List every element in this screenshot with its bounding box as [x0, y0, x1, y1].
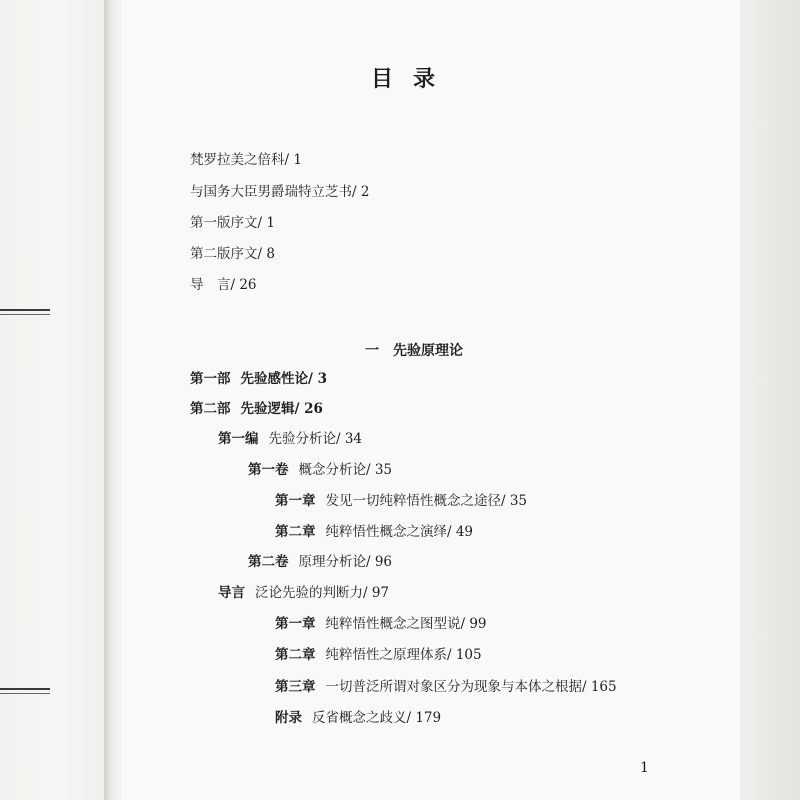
left-facing-page	[0, 0, 104, 800]
toc-entry-second-preface: 第二版序文/ 8	[190, 246, 275, 262]
toc-entry-book: 第二卷 原理分析论/ 96	[248, 554, 393, 570]
toc-entry-appendix: 附录 反省概念之歧义/ 179	[275, 710, 442, 726]
toc-entry-part: 第一部 先验感性论/ 3	[190, 371, 328, 387]
left-page-rule	[0, 688, 50, 690]
toc-entry-division: 第一编 先验分析论/ 34	[218, 431, 363, 447]
book-gutter	[104, 0, 122, 800]
part-heading: 一 先验原理论	[365, 343, 463, 359]
page-title: 目录	[371, 67, 456, 92]
right-page-edge	[740, 0, 800, 800]
toc-entry-chapter: 第二章 纯粹悟性概念之演绎/ 49	[275, 524, 474, 540]
toc-entry-book: 第一卷 概念分析论/ 35	[248, 462, 393, 478]
toc-entry-dedication: 梵罗拉美之倍科/ 1	[190, 152, 302, 168]
toc-entry-chapter: 第二章 纯粹悟性之原理体系/ 105	[275, 647, 482, 663]
toc-entry-letter: 与国务大臣男爵瑞特立芝书/ 2	[190, 184, 370, 200]
toc-entry-chapter: 第三章 一切普泛所谓对象区分为现象与本体之根据/ 165	[275, 679, 617, 695]
page-number: 1	[640, 760, 649, 776]
toc-entry-part: 第二部 先验逻辑/ 26	[190, 401, 323, 417]
toc-entry-introduction: 导 言/ 26	[190, 277, 257, 293]
toc-entry-introduction-section: 导言 泛论先验的判断力/ 97	[218, 585, 390, 601]
toc-entry-chapter: 第一章 纯粹悟性概念之图型说/ 99	[275, 616, 487, 632]
left-page-rule	[0, 314, 50, 315]
left-page-rule	[0, 693, 50, 694]
left-page-rule	[0, 309, 50, 311]
toc-entry-first-preface: 第一版序文/ 1	[190, 215, 275, 231]
toc-entry-chapter: 第一章 发见一切纯粹悟性概念之途径/ 35	[275, 493, 528, 509]
